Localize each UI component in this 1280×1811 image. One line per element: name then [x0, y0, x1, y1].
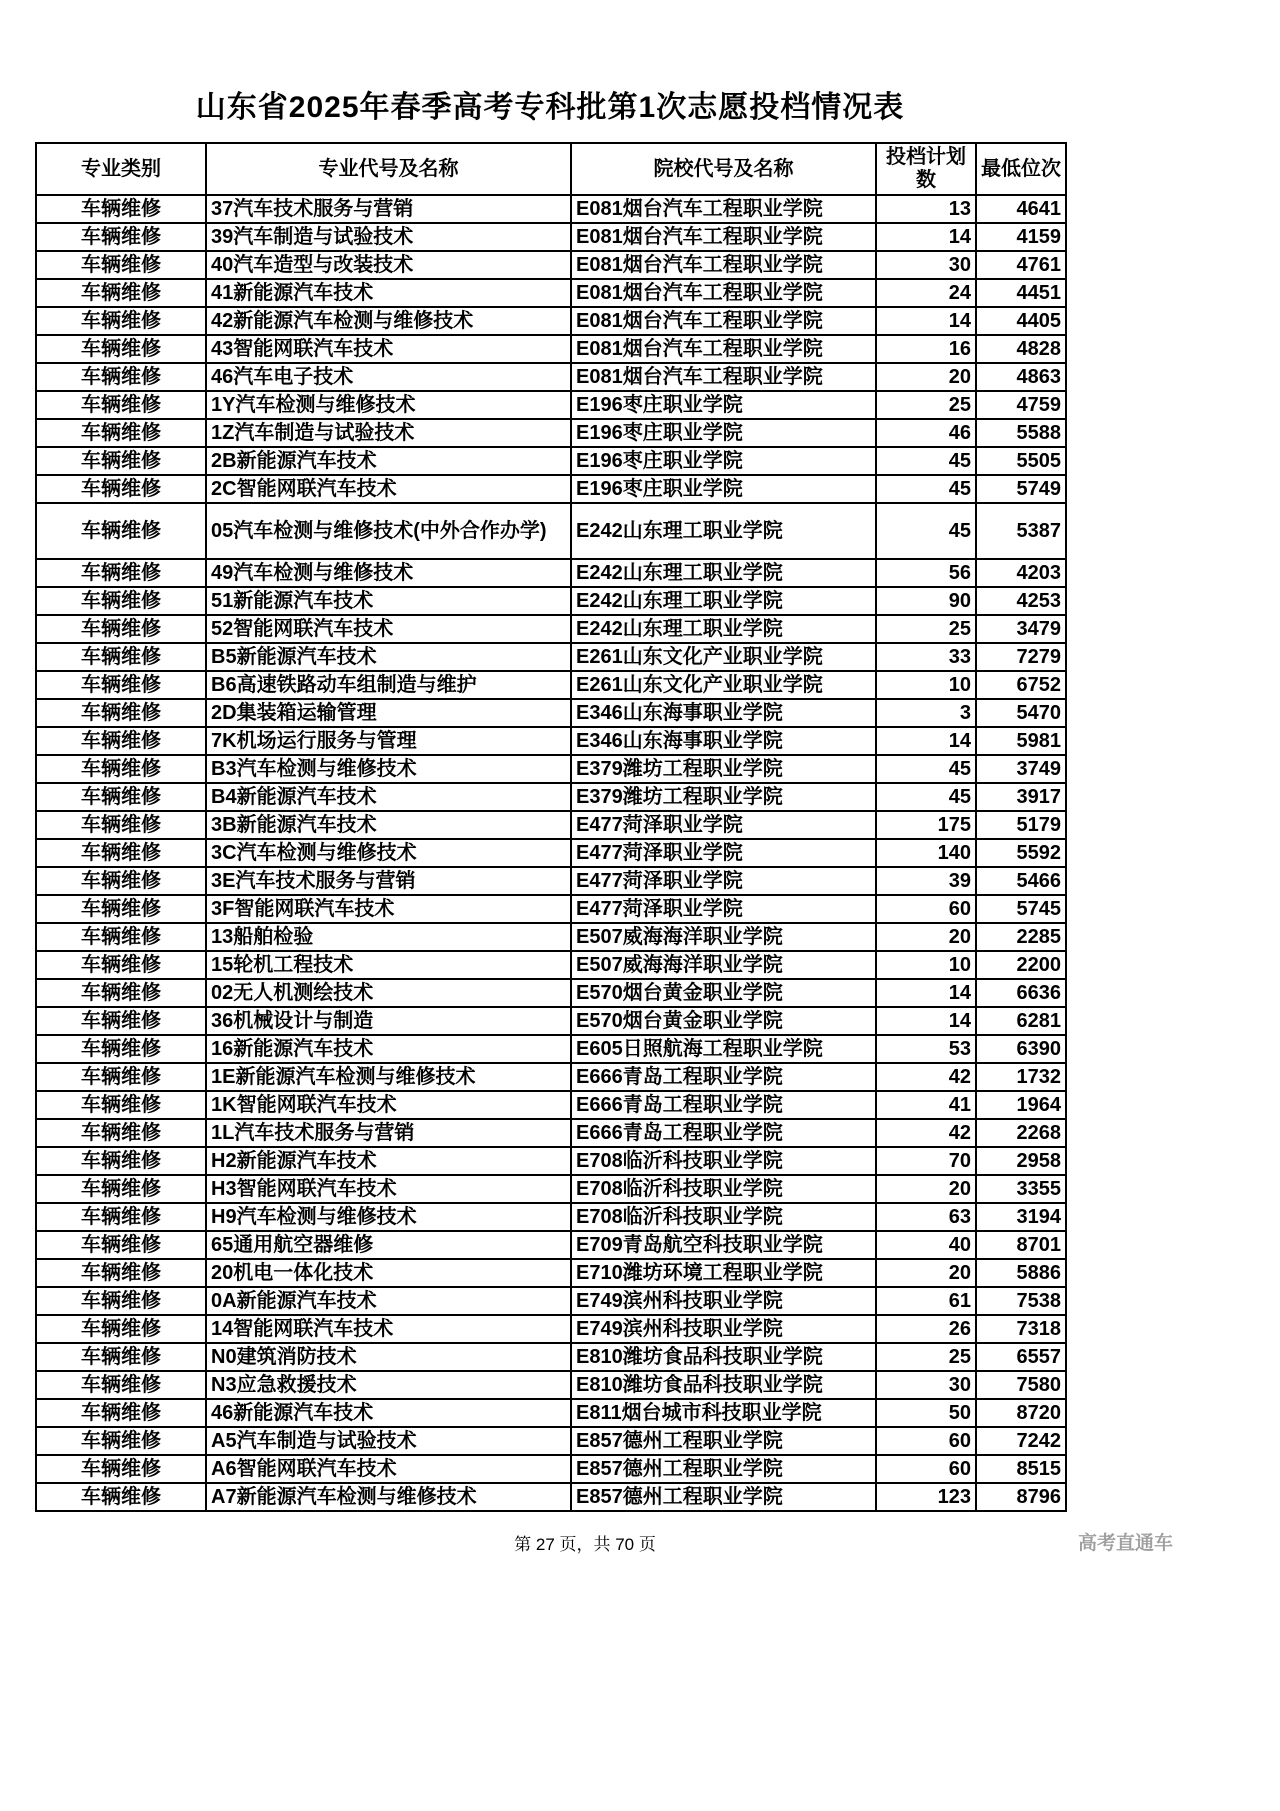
college-cell: E857德州工程职业学院	[571, 1427, 876, 1455]
plan-cell: 60	[876, 1455, 976, 1483]
category-cell: 车辆维修	[36, 1371, 206, 1399]
category-cell: 车辆维修	[36, 615, 206, 643]
table-row	[36, 783, 1066, 811]
watermark-text: 高考直通车	[1078, 1533, 1174, 1554]
category-cell: 车辆维修	[36, 1427, 206, 1455]
major-cell: 52智能网联汽车技术	[206, 615, 571, 643]
category-cell: 车辆维修	[36, 1315, 206, 1343]
plan-cell: 70	[876, 1147, 976, 1175]
major-cell: 3B新能源汽车技术	[206, 811, 571, 839]
table-row	[36, 587, 1066, 615]
table-row	[36, 1231, 1066, 1259]
major-cell: B3汽车检测与维修技术	[206, 755, 571, 783]
category-cell: 车辆维修	[36, 1399, 206, 1427]
category-cell: 车辆维修	[36, 783, 206, 811]
table-row	[36, 223, 1066, 251]
table-row	[36, 1091, 1066, 1119]
plan-cell: 30	[876, 251, 976, 279]
plan-cell: 41	[876, 1091, 976, 1119]
rank-cell: 1732	[976, 1063, 1066, 1091]
college-cell: E710潍坊环境工程职业学院	[571, 1259, 876, 1287]
table-row	[36, 1371, 1066, 1399]
college-cell: E346山东海事职业学院	[571, 727, 876, 755]
college-cell: E507威海海洋职业学院	[571, 951, 876, 979]
college-cell: E261山东文化产业职业学院	[571, 671, 876, 699]
rank-cell: 6390	[976, 1035, 1066, 1063]
category-cell: 车辆维修	[36, 895, 206, 923]
major-cell: H9汽车检测与维修技术	[206, 1203, 571, 1231]
category-cell: 车辆维修	[36, 1203, 206, 1231]
plan-cell: 20	[876, 1259, 976, 1287]
table-row	[36, 503, 1066, 559]
table-row	[36, 643, 1066, 671]
rank-cell: 5470	[976, 699, 1066, 727]
major-cell: 05汽车检测与维修技术(中外合作办学)	[206, 503, 571, 559]
plan-cell: 56	[876, 559, 976, 587]
plan-cell: 53	[876, 1035, 976, 1063]
category-cell: 车辆维修	[36, 1259, 206, 1287]
plan-cell: 10	[876, 671, 976, 699]
rank-cell: 2200	[976, 951, 1066, 979]
plan-cell: 50	[876, 1399, 976, 1427]
rank-cell: 1964	[976, 1091, 1066, 1119]
major-cell: 20机电一体化技术	[206, 1259, 571, 1287]
category-cell: 车辆维修	[36, 867, 206, 895]
rank-cell: 5745	[976, 895, 1066, 923]
table-row	[36, 615, 1066, 643]
table-row	[36, 895, 1066, 923]
table-row	[36, 1119, 1066, 1147]
college-cell: E081烟台汽车工程职业学院	[571, 363, 876, 391]
category-cell: 车辆维修	[36, 1035, 206, 1063]
plan-cell: 25	[876, 1343, 976, 1371]
college-cell: E196枣庄职业学院	[571, 447, 876, 475]
college-cell: E081烟台汽车工程职业学院	[571, 279, 876, 307]
college-cell: E081烟台汽车工程职业学院	[571, 251, 876, 279]
table-row	[36, 1147, 1066, 1175]
major-cell: 0A新能源汽车技术	[206, 1287, 571, 1315]
rank-cell: 4761	[976, 251, 1066, 279]
major-cell: 7K机场运行服务与管理	[206, 727, 571, 755]
category-cell: 车辆维修	[36, 699, 206, 727]
plan-cell: 45	[876, 503, 976, 559]
category-cell: 车辆维修	[36, 1147, 206, 1175]
college-cell: E477菏泽职业学院	[571, 867, 876, 895]
rank-cell: 5387	[976, 503, 1066, 559]
table-row	[36, 1483, 1066, 1511]
table-row	[36, 1455, 1066, 1483]
table-row	[36, 1007, 1066, 1035]
category-cell: 车辆维修	[36, 223, 206, 251]
table-row	[36, 251, 1066, 279]
category-cell: 车辆维修	[36, 251, 206, 279]
major-cell: 13船舶检验	[206, 923, 571, 951]
category-cell: 车辆维修	[36, 475, 206, 503]
plan-cell: 40	[876, 1231, 976, 1259]
table-row	[36, 699, 1066, 727]
category-cell: 车辆维修	[36, 1455, 206, 1483]
table-row	[36, 195, 1066, 223]
college-cell: E242山东理工职业学院	[571, 559, 876, 587]
table-row	[36, 727, 1066, 755]
category-cell: 车辆维修	[36, 1063, 206, 1091]
major-cell: H2新能源汽车技术	[206, 1147, 571, 1175]
college-cell: E666青岛工程职业学院	[571, 1119, 876, 1147]
table-row	[36, 951, 1066, 979]
category-cell: 车辆维修	[36, 1287, 206, 1315]
major-cell: 3E汽车技术服务与营销	[206, 867, 571, 895]
major-cell: 46新能源汽车技术	[206, 1399, 571, 1427]
major-cell: 3C汽车检测与维修技术	[206, 839, 571, 867]
major-cell: H3智能网联汽车技术	[206, 1175, 571, 1203]
plan-cell: 175	[876, 811, 976, 839]
rank-cell: 3194	[976, 1203, 1066, 1231]
plan-cell: 45	[876, 783, 976, 811]
plan-cell: 13	[876, 195, 976, 223]
category-cell: 车辆维修	[36, 335, 206, 363]
college-cell: E477菏泽职业学院	[571, 839, 876, 867]
plan-cell: 14	[876, 223, 976, 251]
category-cell: 车辆维修	[36, 643, 206, 671]
rank-cell: 6281	[976, 1007, 1066, 1035]
rank-cell: 7242	[976, 1427, 1066, 1455]
rank-cell: 4253	[976, 587, 1066, 615]
table-row	[36, 279, 1066, 307]
college-cell: E570烟台黄金职业学院	[571, 1007, 876, 1035]
category-cell: 车辆维修	[36, 1343, 206, 1371]
rank-cell: 5466	[976, 867, 1066, 895]
college-cell: E749滨州科技职业学院	[571, 1315, 876, 1343]
plan-cell: 45	[876, 475, 976, 503]
major-cell: A6智能网联汽车技术	[206, 1455, 571, 1483]
plan-cell: 140	[876, 839, 976, 867]
college-cell: E708临沂科技职业学院	[571, 1147, 876, 1175]
rank-cell: 5749	[976, 475, 1066, 503]
category-cell: 车辆维修	[36, 811, 206, 839]
plan-cell: 33	[876, 643, 976, 671]
college-cell: E196枣庄职业学院	[571, 419, 876, 447]
college-cell: E196枣庄职业学院	[571, 391, 876, 419]
plan-cell: 14	[876, 1007, 976, 1035]
major-cell: 1L汽车技术服务与营销	[206, 1119, 571, 1147]
plan-cell: 60	[876, 1427, 976, 1455]
college-cell: E379潍坊工程职业学院	[571, 783, 876, 811]
table-row	[36, 1399, 1066, 1427]
plan-cell: 46	[876, 419, 976, 447]
category-cell: 车辆维修	[36, 671, 206, 699]
rank-cell: 2268	[976, 1119, 1066, 1147]
plan-cell: 90	[876, 587, 976, 615]
major-cell: 14智能网联汽车技术	[206, 1315, 571, 1343]
table-row	[36, 447, 1066, 475]
plan-cell: 26	[876, 1315, 976, 1343]
college-cell: E242山东理工职业学院	[571, 615, 876, 643]
plan-cell: 42	[876, 1119, 976, 1147]
column-header: 专业类别	[36, 143, 206, 195]
table-header	[36, 143, 1066, 195]
table-row	[36, 1287, 1066, 1315]
college-cell: E081烟台汽车工程职业学院	[571, 307, 876, 335]
major-cell: 46汽车电子技术	[206, 363, 571, 391]
major-cell: 65通用航空器维修	[206, 1231, 571, 1259]
table-body	[36, 195, 1066, 1511]
plan-cell: 25	[876, 615, 976, 643]
rank-cell: 8720	[976, 1399, 1066, 1427]
major-cell: A5汽车制造与试验技术	[206, 1427, 571, 1455]
major-cell: N0建筑消防技术	[206, 1343, 571, 1371]
category-cell: 车辆维修	[36, 503, 206, 559]
college-cell: E810潍坊食品科技职业学院	[571, 1371, 876, 1399]
header-row	[36, 143, 1066, 195]
college-cell: E708临沂科技职业学院	[571, 1203, 876, 1231]
rank-cell: 5505	[976, 447, 1066, 475]
major-cell: 36机械设计与制造	[206, 1007, 571, 1035]
rank-cell: 3355	[976, 1175, 1066, 1203]
category-cell: 车辆维修	[36, 1007, 206, 1035]
rank-cell: 7318	[976, 1315, 1066, 1343]
major-cell: 1Z汽车制造与试验技术	[206, 419, 571, 447]
college-cell: E666青岛工程职业学院	[571, 1091, 876, 1119]
college-cell: E081烟台汽车工程职业学院	[571, 223, 876, 251]
plan-cell: 24	[876, 279, 976, 307]
major-cell: 41新能源汽车技术	[206, 279, 571, 307]
rank-cell: 7538	[976, 1287, 1066, 1315]
college-cell: E261山东文化产业职业学院	[571, 643, 876, 671]
table-row	[36, 811, 1066, 839]
rank-cell: 8701	[976, 1231, 1066, 1259]
rank-cell: 7580	[976, 1371, 1066, 1399]
plan-cell: 60	[876, 895, 976, 923]
college-cell: E811烟台城市科技职业学院	[571, 1399, 876, 1427]
plan-cell: 42	[876, 1063, 976, 1091]
table-row	[36, 1175, 1066, 1203]
college-cell: E081烟台汽车工程职业学院	[571, 195, 876, 223]
category-cell: 车辆维修	[36, 1231, 206, 1259]
college-cell: E749滨州科技职业学院	[571, 1287, 876, 1315]
major-cell: B5新能源汽车技术	[206, 643, 571, 671]
college-cell: E570烟台黄金职业学院	[571, 979, 876, 1007]
major-cell: 49汽车检测与维修技术	[206, 559, 571, 587]
major-cell: A7新能源汽车检测与维修技术	[206, 1483, 571, 1511]
major-cell: B6高速铁路动车组制造与维护	[206, 671, 571, 699]
major-cell: 2D集装箱运输管理	[206, 699, 571, 727]
major-cell: 2B新能源汽车技术	[206, 447, 571, 475]
table-row	[36, 671, 1066, 699]
college-cell: E810潍坊食品科技职业学院	[571, 1343, 876, 1371]
category-cell: 车辆维修	[36, 279, 206, 307]
column-header: 投档计划数	[876, 143, 976, 195]
column-header: 专业代号及名称	[206, 143, 571, 195]
category-cell: 车辆维修	[36, 391, 206, 419]
plan-cell: 20	[876, 1175, 976, 1203]
table-row	[36, 923, 1066, 951]
table-row	[36, 1035, 1066, 1063]
plan-cell: 30	[876, 1371, 976, 1399]
rank-cell: 4759	[976, 391, 1066, 419]
major-cell: 16新能源汽车技术	[206, 1035, 571, 1063]
rank-cell: 3917	[976, 783, 1066, 811]
college-cell: E242山东理工职业学院	[571, 587, 876, 615]
plan-cell: 123	[876, 1483, 976, 1511]
category-cell: 车辆维修	[36, 559, 206, 587]
plan-cell: 20	[876, 923, 976, 951]
rank-cell: 2958	[976, 1147, 1066, 1175]
major-cell: 51新能源汽车技术	[206, 587, 571, 615]
rank-cell: 7279	[976, 643, 1066, 671]
table-row	[36, 1259, 1066, 1287]
rank-cell: 8515	[976, 1455, 1066, 1483]
major-cell: 15轮机工程技术	[206, 951, 571, 979]
plan-cell: 14	[876, 727, 976, 755]
category-cell: 车辆维修	[36, 951, 206, 979]
table-row	[36, 1343, 1066, 1371]
plan-cell: 10	[876, 951, 976, 979]
table-row	[36, 1203, 1066, 1231]
rank-cell: 5588	[976, 419, 1066, 447]
table-row	[36, 307, 1066, 335]
major-cell: N3应急救援技术	[206, 1371, 571, 1399]
category-cell: 车辆维修	[36, 1091, 206, 1119]
plan-cell: 14	[876, 307, 976, 335]
table-row	[36, 1315, 1066, 1343]
table-row	[36, 335, 1066, 363]
page-content	[35, 0, 1065, 1554]
category-cell: 车辆维修	[36, 1175, 206, 1203]
category-cell: 车辆维修	[36, 363, 206, 391]
major-cell: 3F智能网联汽车技术	[206, 895, 571, 923]
plan-cell: 3	[876, 699, 976, 727]
plan-cell: 61	[876, 1287, 976, 1315]
college-cell: E081烟台汽车工程职业学院	[571, 335, 876, 363]
column-header: 院校代号及名称	[571, 143, 876, 195]
category-cell: 车辆维修	[36, 839, 206, 867]
major-cell: 2C智能网联汽车技术	[206, 475, 571, 503]
major-cell: 1E新能源汽车检测与维修技术	[206, 1063, 571, 1091]
table-row	[36, 391, 1066, 419]
rank-cell: 4451	[976, 279, 1066, 307]
college-cell: E708临沂科技职业学院	[571, 1175, 876, 1203]
rank-cell: 4159	[976, 223, 1066, 251]
college-cell: E507威海海洋职业学院	[571, 923, 876, 951]
table-row	[36, 839, 1066, 867]
category-cell: 车辆维修	[36, 419, 206, 447]
plan-cell: 45	[876, 755, 976, 783]
major-cell: 43智能网联汽车技术	[206, 335, 571, 363]
major-cell: 37汽车技术服务与营销	[206, 195, 571, 223]
category-cell: 车辆维修	[36, 447, 206, 475]
major-cell: 39汽车制造与试验技术	[206, 223, 571, 251]
rank-cell: 4203	[976, 559, 1066, 587]
category-cell: 车辆维修	[36, 1119, 206, 1147]
college-cell: E346山东海事职业学院	[571, 699, 876, 727]
page-footer: 第 27 页，共 70 页	[514, 1535, 656, 1554]
category-cell: 车辆维修	[36, 1483, 206, 1511]
admission-table	[35, 142, 1067, 1512]
plan-cell: 25	[876, 391, 976, 419]
table-row	[36, 559, 1066, 587]
rank-cell: 8796	[976, 1483, 1066, 1511]
college-cell: E242山东理工职业学院	[571, 503, 876, 559]
table-row	[36, 1427, 1066, 1455]
plan-cell: 39	[876, 867, 976, 895]
rank-cell: 4641	[976, 195, 1066, 223]
rank-cell: 3479	[976, 615, 1066, 643]
rank-cell: 6557	[976, 1343, 1066, 1371]
table-row	[36, 475, 1066, 503]
college-cell: E477菏泽职业学院	[571, 895, 876, 923]
plan-cell: 20	[876, 363, 976, 391]
table-row	[36, 1063, 1066, 1091]
category-cell: 车辆维修	[36, 587, 206, 615]
category-cell: 车辆维修	[36, 195, 206, 223]
rank-cell: 4828	[976, 335, 1066, 363]
plan-cell: 14	[876, 979, 976, 1007]
category-cell: 车辆维修	[36, 979, 206, 1007]
table-row	[36, 419, 1066, 447]
page-title: 山东省2025年春季高考专科批第1次志愿投档情况表	[195, 91, 905, 124]
major-cell: 1K智能网联汽车技术	[206, 1091, 571, 1119]
table-row	[36, 363, 1066, 391]
category-cell: 车辆维修	[36, 923, 206, 951]
rank-cell: 2285	[976, 923, 1066, 951]
college-cell: E857德州工程职业学院	[571, 1483, 876, 1511]
rank-cell: 3749	[976, 755, 1066, 783]
major-cell: 42新能源汽车检测与维修技术	[206, 307, 571, 335]
major-cell: 1Y汽车检测与维修技术	[206, 391, 571, 419]
table-row	[36, 755, 1066, 783]
college-cell: E857德州工程职业学院	[571, 1455, 876, 1483]
category-cell: 车辆维修	[36, 307, 206, 335]
college-cell: E477菏泽职业学院	[571, 811, 876, 839]
rank-cell: 5886	[976, 1259, 1066, 1287]
college-cell: E605日照航海工程职业学院	[571, 1035, 876, 1063]
rank-cell: 6752	[976, 671, 1066, 699]
category-cell: 车辆维修	[36, 727, 206, 755]
rank-cell: 5981	[976, 727, 1066, 755]
plan-cell: 16	[876, 335, 976, 363]
college-cell: E379潍坊工程职业学院	[571, 755, 876, 783]
rank-cell: 5179	[976, 811, 1066, 839]
category-cell: 车辆维修	[36, 755, 206, 783]
major-cell: B4新能源汽车技术	[206, 783, 571, 811]
major-cell: 02无人机测绘技术	[206, 979, 571, 1007]
table-row	[36, 867, 1066, 895]
college-cell: E709青岛航空科技职业学院	[571, 1231, 876, 1259]
column-header: 最低位次	[976, 143, 1066, 195]
rank-cell: 4405	[976, 307, 1066, 335]
rank-cell: 5592	[976, 839, 1066, 867]
plan-cell: 63	[876, 1203, 976, 1231]
college-cell: E196枣庄职业学院	[571, 475, 876, 503]
table-row	[36, 979, 1066, 1007]
rank-cell: 6636	[976, 979, 1066, 1007]
college-cell: E666青岛工程职业学院	[571, 1063, 876, 1091]
major-cell: 40汽车造型与改装技术	[206, 251, 571, 279]
rank-cell: 4863	[976, 363, 1066, 391]
plan-cell: 45	[876, 447, 976, 475]
